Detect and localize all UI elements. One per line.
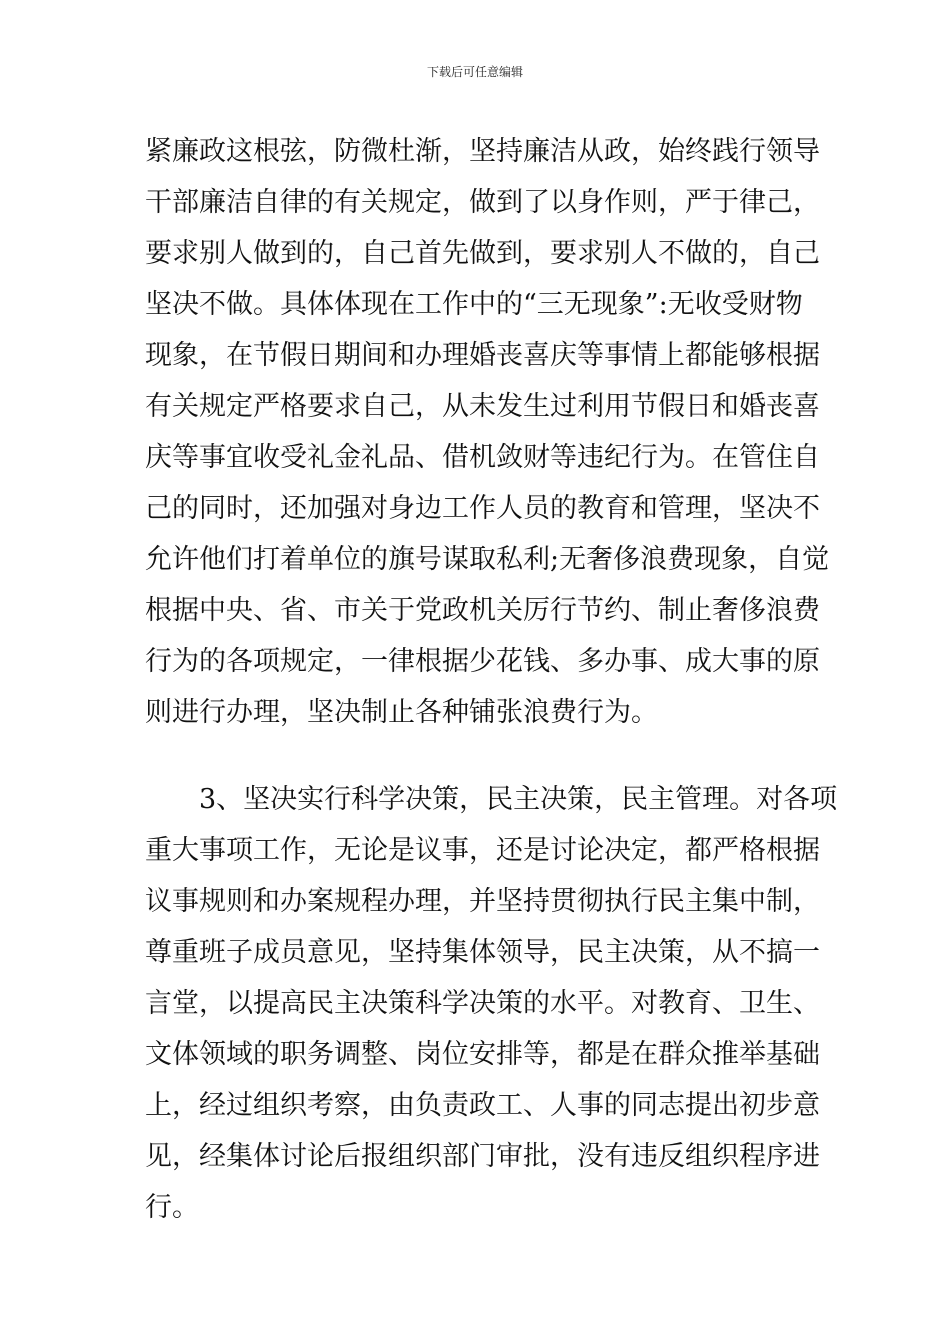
- text-line: 现象，在节假日期间和办理婚丧喜庆等事情上都能够根据: [145, 340, 820, 371]
- text-line: 行为的各项规定，一律根据少花钱、多办事、成大事的原: [145, 646, 820, 677]
- text-line: 则进行办理，坚决制止各种铺张浪费行为。: [145, 697, 658, 728]
- text-line: 坚决不做。具体体现在工作中的“三无现象”:无收受财物: [145, 289, 803, 320]
- text-line: 行。: [145, 1192, 199, 1223]
- text-line: 紧廉政这根弦，防微杜渐，坚持廉洁从政，始终践行领导: [145, 136, 820, 167]
- text-line: 干部廉洁自律的有关规定，做到了以身作则，严于律己，: [145, 187, 820, 218]
- text-line: 文体领域的职务调整、岗位安排等，都是在群众推举基础: [145, 1039, 820, 1070]
- text-line: 言堂，以提高民主决策科学决策的水平。对教育、卫生、: [145, 988, 820, 1019]
- text-line: 见，经集体讨论后报组织部门审批，没有违反组织程序进: [145, 1141, 820, 1172]
- text-line: 庆等事宜收受礼金礼品、借机敛财等违纪行为。在管住自: [145, 442, 820, 473]
- text-line: 己的同时，还加强对身边工作人员的教育和管理，坚决不: [145, 493, 820, 524]
- text-line: 要求别人做到的，自己首先做到，要求别人不做的，自己: [145, 238, 820, 269]
- page-header: 下载后可任意编辑: [426, 65, 523, 79]
- text-line: 3、坚决实行科学决策，民主决策，民主管理。对各项: [145, 784, 838, 815]
- paragraph-decision-making: [145, 774, 838, 1233]
- text-line: 允许他们打着单位的旗号谋取私利;无奢侈浪费现象，自觉: [145, 544, 830, 575]
- text-line: 议事规则和办案规程办理，并坚持贯彻执行民主集中制，: [145, 886, 820, 917]
- text-line: 根据中央、省、市关于党政机关厉行节约、制止奢侈浪费: [145, 595, 820, 626]
- text-line: 上，经过组织考察，由负责政工、人事的同志提出初步意: [145, 1090, 820, 1121]
- text-line: 尊重班子成员意见，坚持集体领导，民主决策，从不搞一: [145, 937, 820, 968]
- text-line: 重大事项工作，无论是议事，还是讨论决定，都严格根据: [145, 835, 820, 866]
- paragraph-integrity: [145, 126, 830, 738]
- text-line: 有关规定严格要求自己，从未发生过利用节假日和婚丧喜: [145, 391, 820, 422]
